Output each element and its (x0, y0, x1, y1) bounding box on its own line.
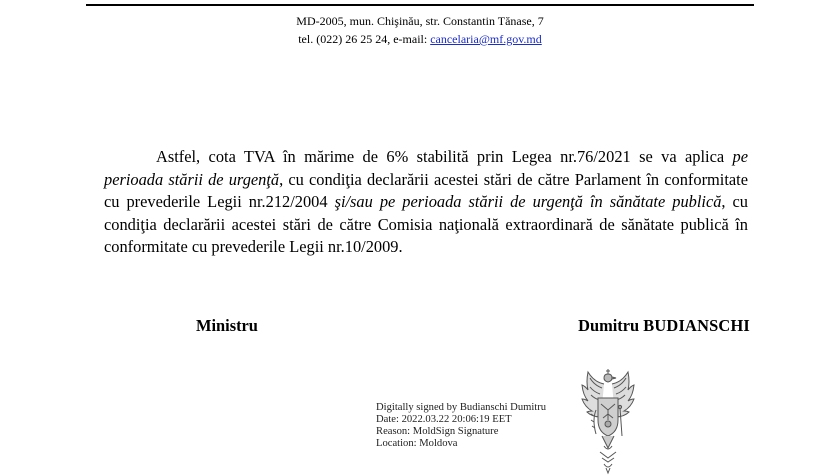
body-text-2-italic: pe perioada stării de urgenţă (104, 147, 748, 189)
signature-name (578, 316, 750, 336)
digital-signature-block (376, 402, 546, 450)
digital-signature-location: Location: Moldova (376, 438, 458, 449)
signatory-first-name: Dumitru (578, 316, 640, 335)
body-text-4-italic: şi/sau pe perioada stării de urgenţă în sănătate publică (334, 192, 722, 211)
top-rule (86, 4, 754, 6)
contact-line (150, 30, 690, 48)
address-line: MD-2005, mun. Chişinău, str. Constantin Tănase, 7 (296, 14, 544, 28)
body-paragraph (104, 146, 748, 259)
letterhead-footer (150, 12, 690, 48)
digital-signature-signer: Digitally signed by Budianschi Dumitru (376, 402, 547, 413)
signatory-surname: BUDIANSCHI (643, 316, 750, 335)
coat-of-arms-icon (578, 368, 638, 475)
email-link[interactable]: cancelaria@mf.gov.md (430, 32, 542, 46)
digital-signature-date: Date: 2022.03.22 20:06:19 EET (376, 414, 512, 425)
body-text-3: , cu condiţia declarării acestei stări de către Parlament în conformitate cu prevederile Legii nr.212/2004 (104, 169, 748, 211)
body-text-1: Astfel, cota TVA în mărime de 6% stabilită prin Legea nr.76/2021 se va aplica (156, 147, 733, 166)
digital-signature-reason: Reason: MoldSign Signature (376, 426, 499, 437)
body-text-5: , cu condiţia declarării acestei stări de către Comisia naţională extraordinară de sănătate publică în conformitate cu prevederile Legii nr.10/2009. (104, 192, 748, 256)
signature-title: Ministru (196, 316, 258, 335)
phone-text: tel. (022) 26 25 24, e-mail: (298, 32, 431, 46)
